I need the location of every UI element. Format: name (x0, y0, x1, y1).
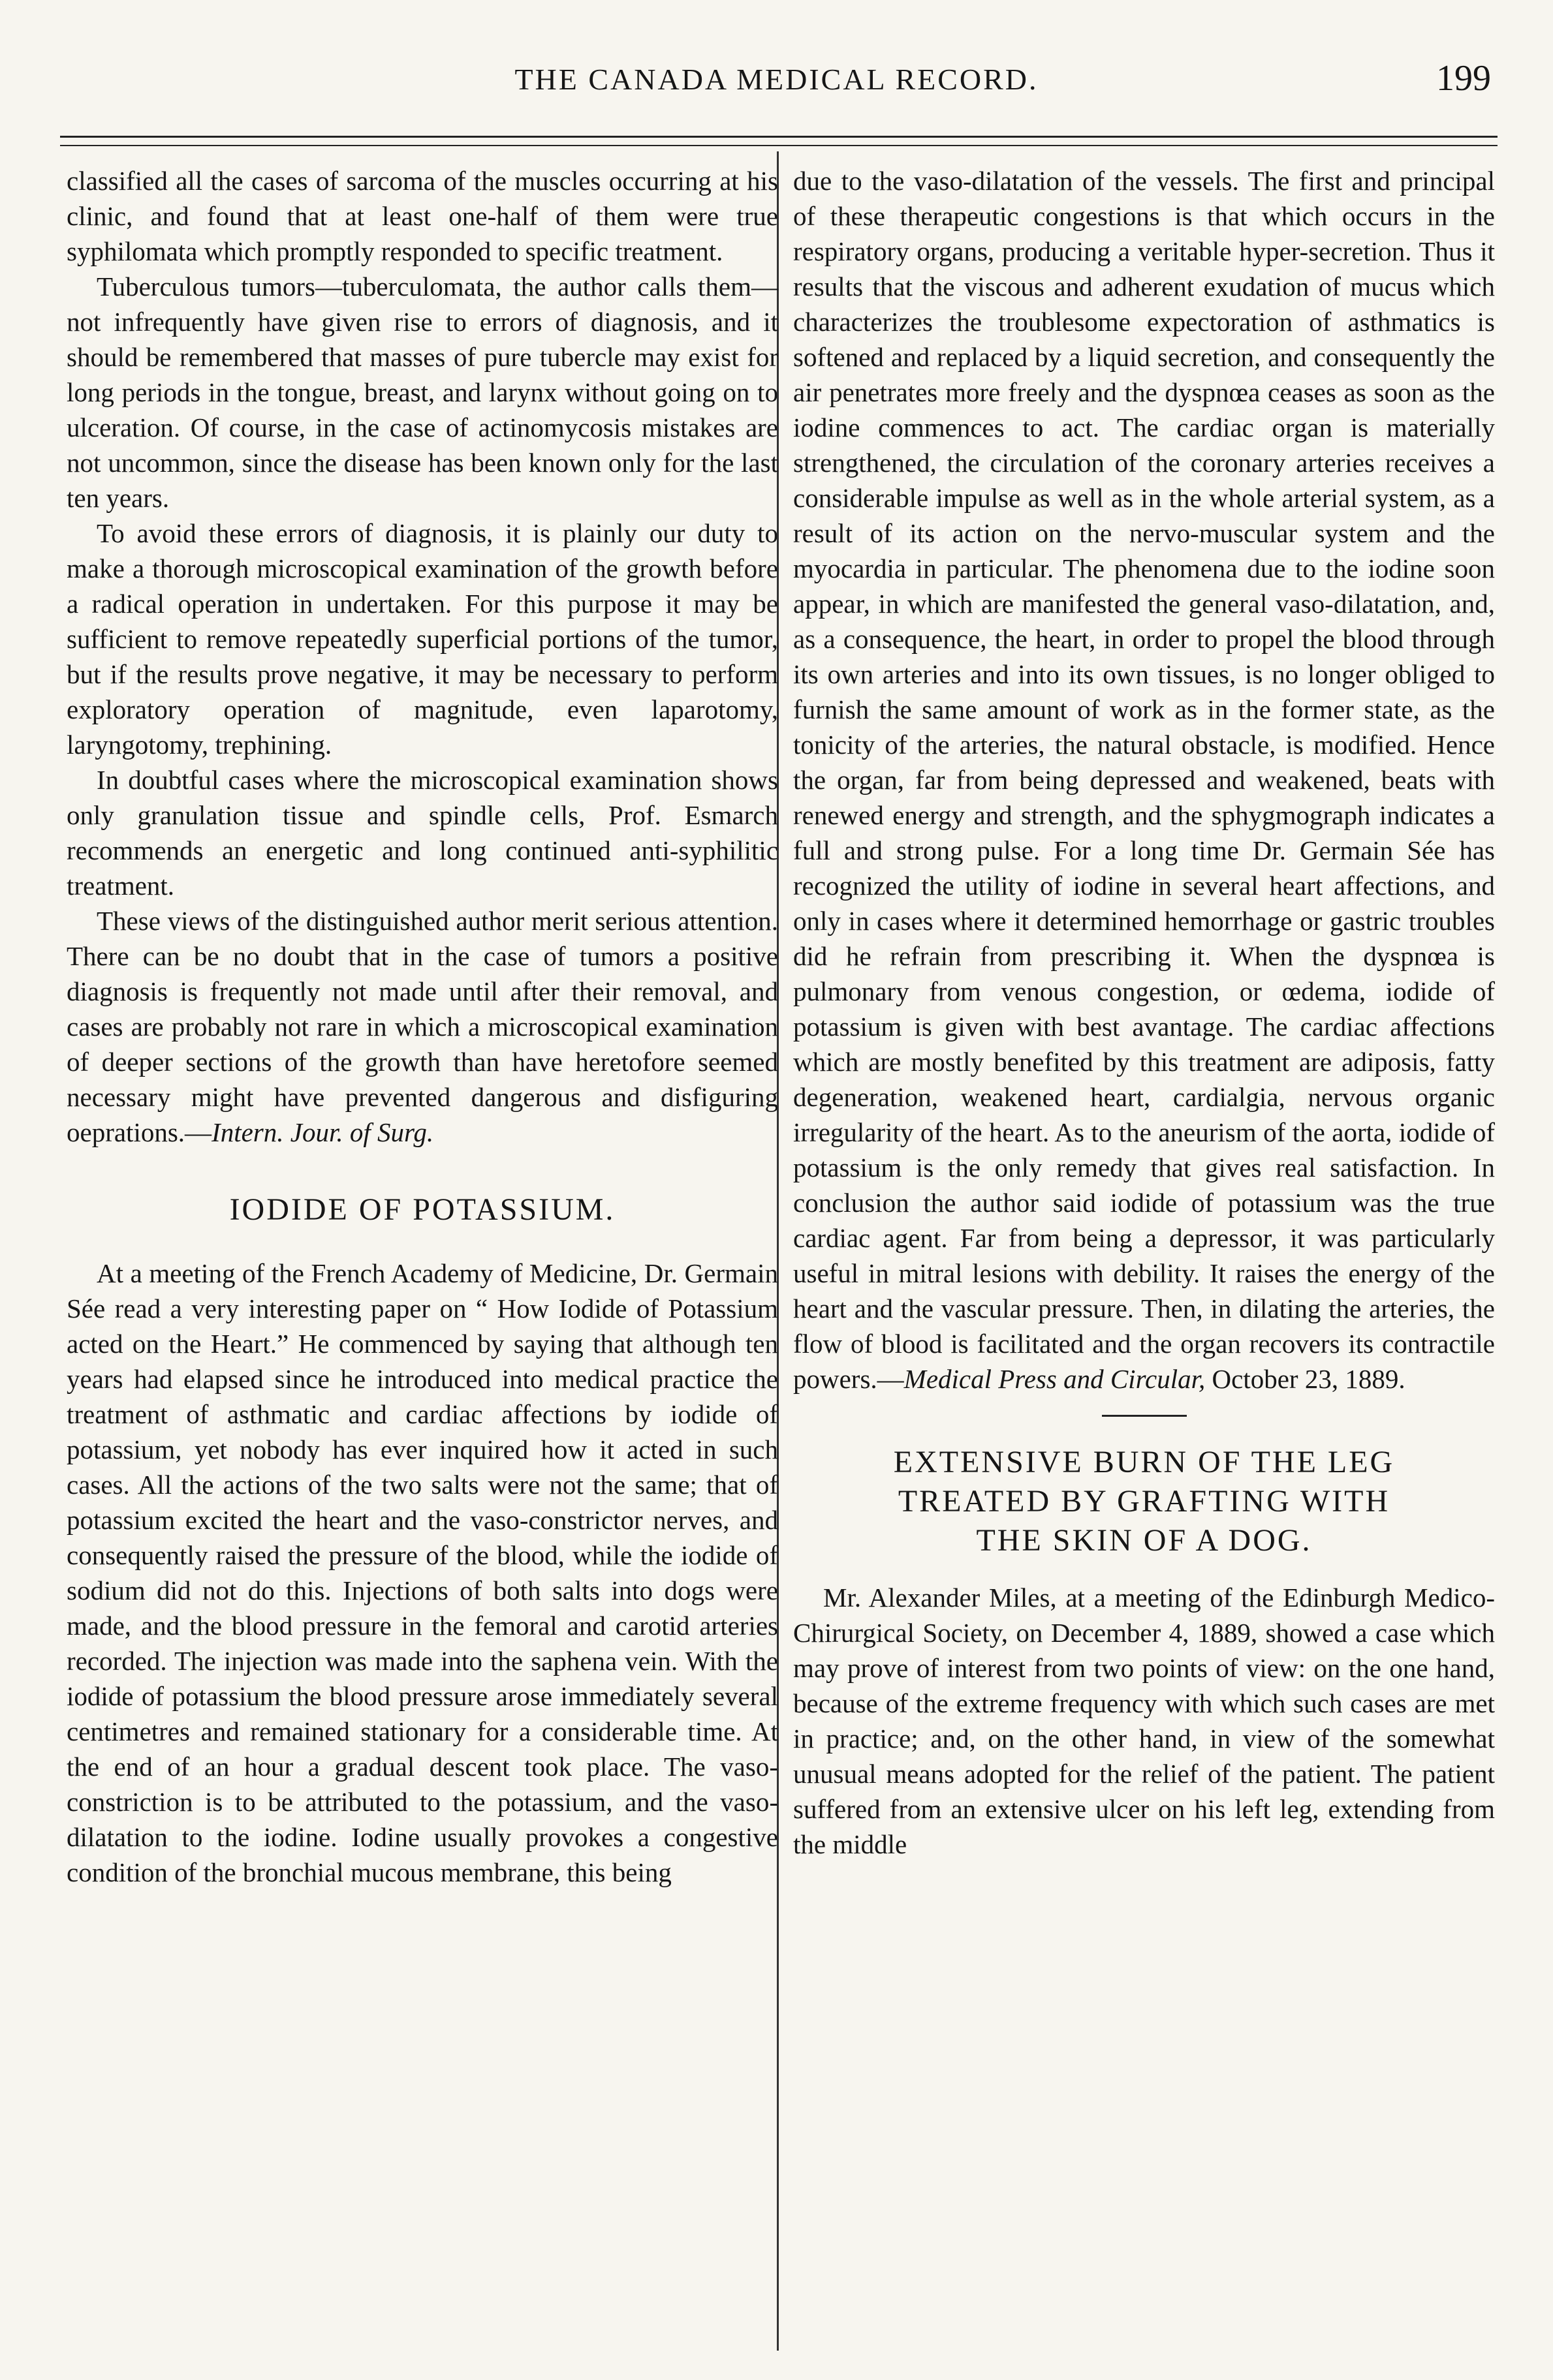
paragraph: At a meeting of the French Academy of Medicine, Dr. Germain Sée read a very interesting paper on “ How Iodide of Potassium acted on the Heart.” He commenced by saying that although ten years had elapsed since he introduced into medical practice the treatment of asthmatic and cardiac affections by iodide of potassium, yet nobody has ever inquired how it acted in such cases. All the actions of the two salts were not the same; that of potassium excited the heart and the vaso-constrictor nerves, and consequently raised the pressure of the blood, while the iodide of sodium did not do this. Injections of both salts into dogs were made, and the blood pressure in the femoral and carotid arteries recorded. The injection was made into the saphena vein. With the iodide of potassium the blood pressure arose immediately several centimetres and remained stationary for a considerable time. At the end of an hour a gradual descent took place. The vaso-constriction is to be attributed to the potassium, and the vaso-dilatation to the iodine. Iodine usually provokes a congestive condition of the bronchial mucous membrane, this being (67, 1258, 778, 1887)
heading-line: EXTENSIVE BURN OF THE LEG (893, 1445, 1395, 1479)
paragraph: To avoid these errors of diagnosis, it is plainly our duty to make a thorough microscopical examination of the growth before a radical operation in undertaken. For this purpose it may be sufficient to remove repeatedly superficial portions of the tumor, but if the results prove negative, it may be necessary to perform exploratory operation of magnitude, even laparotomy, laryngotomy, trephining. (67, 518, 778, 760)
header-rule (60, 136, 1498, 138)
paragraph: Tuberculous tumors—tuberculomata, the author calls them—not infrequently have given rise to errors of diagnosis, and it should be remembered that masses of pure tubercle may exist for long periods in the tongue, breast, and larynx without going on to ulceration. Of course, in the case of actinomycosis mistakes are not uncommon, since the disease has been known only for the last ten years. (67, 271, 778, 513)
header-rule-thin (60, 145, 1498, 146)
citation: Medical Press and Circular, (903, 1364, 1206, 1394)
paragraph: Mr. Alexander Miles, at a meeting of the Edinburgh Medico-Chirurgical Society, on December 4, 1889, showed a case which may prove of interest from two points of view: on the one hand, because of the extreme frequency with which such cases are met in practice; and, on the other hand, in view of the somewhat unusual means adopted for the relief of the patient. The patient suffered from an extensive ulcer on his left leg, extending from the middle (793, 1583, 1495, 1859)
page-header (0, 0, 1553, 131)
paragraph (67, 903, 778, 1150)
article-heading (793, 1443, 1495, 1560)
left-column (67, 163, 778, 1890)
paragraph-text: due to the vaso-dilatation of the vessels. The first and principal of these therapeutic congestions is that which occurs in the respiratory organs, producing a veritable hyper-secretion. Thus it results that the viscous and adherent exudation of mucus which characterizes the troublesome expectoration of asthmatics is softened and replaced by a liquid secretion, and consequently the air penetrates more freely and the dyspnœa ceases as soon as the iodine commences to act. The cardiac organ is materially strengthened, the circulation of the coronary arteries receives a considerable impulse as well as in the whole arterial system, as a result of its action on the nervo-muscular system and the myocardia in particular. The phenomena due to the iodine soon appear, in which are manifested the general vaso-dilatation, and, as a consequence, the heart, in order to propel the blood through its own arteries and into its own tissues, is no longer obliged to furnish the same amount of work as in the former state, as the tonicity of the arteries, the natural obstacle, is modified. Hence the organ, far from being depressed and weakened, beats with renewed energy and strength, and the sphygmograph indicates a full and strong pulse. For a long time Dr. Germain Sée has recognized the utility of iodine in several heart affections, and only in cases where it determined hemorrhage or gastric troubles did he refrain from prescribing it. When the dyspnœa is pulmonary from venous congestion, or œdema, iodide of potassium is given with best avantage. The cardiac affections which are mostly benefited by this treatment are adiposis, fatty degeneration, weakened heart, cardialgia, nervous organic irregularity of the heart. As to the aneurism of the aorta, iodide of potassium is the only remedy that gives real satisfaction. In conclusion the author said iodide of potassium was the true cardiac agent. Far from being a depressor, it was particularly useful in mitral lesions with debility. It raises the energy of the heart and the vascular pressure. Then, in dilating the arteries, the flow of blood is facilitated and the organ recovers its contractile powers.— (793, 166, 1495, 1394)
citation-date: October 23, 1889. (1205, 1364, 1405, 1394)
right-column (793, 163, 1495, 1862)
paragraph-text: These views of the distinguished author merit serious attention. There can be no doubt that in the case of tumors a positive diagnosis is frequently not made until after their removal, and cases are probably not rare in which a microscopical examination of deeper sections of the growth than have heretofore seemed necessary might have prevented dangerous and disfiguring oeprations.— (67, 906, 778, 1147)
running-title: THE CANADA MEDICAL RECORD. (514, 63, 1039, 96)
paragraph: classified all the cases of sarcoma of the muscles occurring at his clinic, and found that at least one-half of them were true syphilomata which promptly responded to specific treatment. (67, 166, 778, 266)
citation: Intern. Jour. of Surg. (212, 1117, 434, 1147)
paragraph (793, 163, 1495, 1397)
section-rule (1102, 1415, 1187, 1417)
paragraph: In doubtful cases where the microscopical examination shows only granulation tissue and spindle cells, Prof. Esmarch recommends an energetic and long continued anti-syphilitic treatment. (67, 765, 778, 901)
heading-line: THE SKIN OF A DOG. (976, 1523, 1312, 1558)
heading-line: TREATED BY GRAFTING WITH (898, 1484, 1390, 1519)
article-heading: IODIDE OF POTASSIUM. (229, 1192, 616, 1227)
page-number: 199 (1436, 58, 1491, 99)
